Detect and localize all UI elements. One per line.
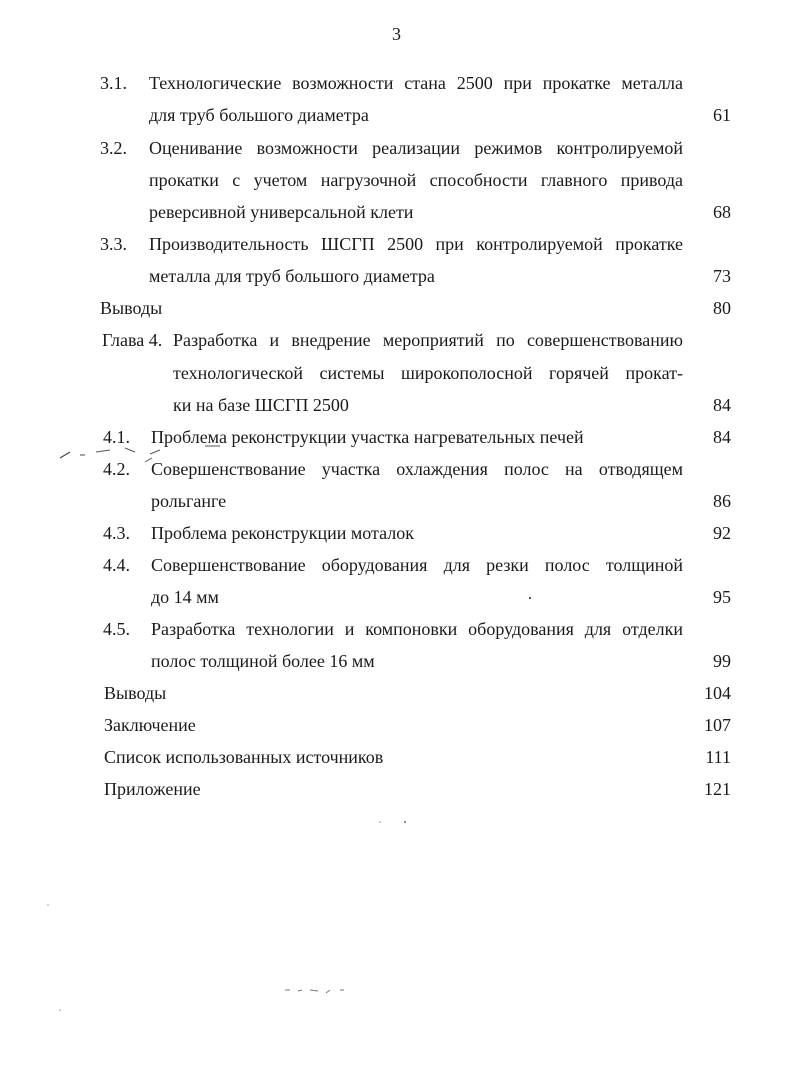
toc-entry-number: Глава 4. xyxy=(102,330,163,350)
page-number: 3 xyxy=(392,24,401,44)
toc-entry-title-line: полос толщиной более 16 мм xyxy=(151,651,375,671)
toc-entry-number: 4.2. xyxy=(103,459,130,479)
toc-entry-title-line: Проблема реконструкции участка нагревательных печей xyxy=(151,427,584,447)
toc-entry-page: 86 xyxy=(713,491,731,511)
toc-entry-page: 107 xyxy=(704,715,731,735)
toc-entry-title-line: Проблема реконструкции моталок xyxy=(151,523,414,543)
toc-entry-title-line: Выводы xyxy=(100,298,163,318)
toc-entry-title-line: Технологические возможности стана 2500 при прокатке металла xyxy=(149,73,683,93)
toc-entry-title-line: Выводы xyxy=(104,683,167,703)
toc-entry-page: 84 xyxy=(713,427,731,447)
toc-entry-page: 73 xyxy=(713,266,731,286)
toc-entry-number: 4.1. xyxy=(103,427,130,447)
toc-entry-title-line: Список использованных источников xyxy=(104,747,384,767)
toc-entry-number: 3.1. xyxy=(100,73,127,93)
toc-entry-page: 104 xyxy=(704,683,731,703)
toc-entry-title-line: Приложение xyxy=(104,779,201,799)
toc-entry-page: 68 xyxy=(713,202,731,222)
toc-entry-title-line: прокатки с учетом нагрузочной способности главного привода xyxy=(149,170,683,190)
toc-entry-page: 121 xyxy=(704,779,731,799)
toc-entry-page: 92 xyxy=(713,523,731,543)
toc-entry-title-line: Разработка технологии и компоновки оборудования для отделки xyxy=(151,619,683,639)
toc-entry-page: 84 xyxy=(713,395,731,415)
toc-entry-title-line: Совершенствование оборудования для резки полос толщиной xyxy=(151,555,683,575)
toc-entry-title-line: Разработка и внедрение мероприятий по совершенствованию xyxy=(173,330,683,350)
toc-entry-page: 80 xyxy=(713,298,731,318)
toc-entry-title-line: для труб большого диаметра xyxy=(149,105,369,125)
toc-entry-number: 3.2. xyxy=(100,138,127,158)
toc-entry-number: 4.5. xyxy=(103,619,130,639)
toc-entry-page: 111 xyxy=(705,747,731,767)
toc-entry-title-line: рольганге xyxy=(151,491,227,511)
toc-entry-page: 61 xyxy=(713,105,731,125)
toc-entry-title-line: Производительность ШСГП 2500 при контролируемой прокатке xyxy=(149,234,683,254)
toc-entry-page: 95 xyxy=(713,587,731,607)
toc-entry-number: 3.3. xyxy=(100,234,127,254)
toc-entry-title-line: Совершенствование участка охлаждения полос на отводящем xyxy=(151,459,683,479)
toc-entry-title-line: металла для труб большого диаметра xyxy=(149,266,435,286)
toc-entry-title-line: технологической системы широкополосной горячей прокат- xyxy=(173,363,683,383)
toc-entry-number: 4.3. xyxy=(103,523,130,543)
toc-entry-title-line: до 14 мм xyxy=(151,587,219,607)
toc-entry-title-line: Оценивание возможности реализации режимов контролируемой xyxy=(149,138,683,158)
toc-entry-title-line: реверсивной универсальной клети xyxy=(149,202,414,222)
toc-entry-number: 4.4. xyxy=(103,555,130,575)
toc-entry-title-line: ки на базе ШСГП 2500 xyxy=(173,395,349,415)
toc-entry-page: 99 xyxy=(713,651,731,671)
toc-entry-title-line: Заключение xyxy=(104,715,196,735)
